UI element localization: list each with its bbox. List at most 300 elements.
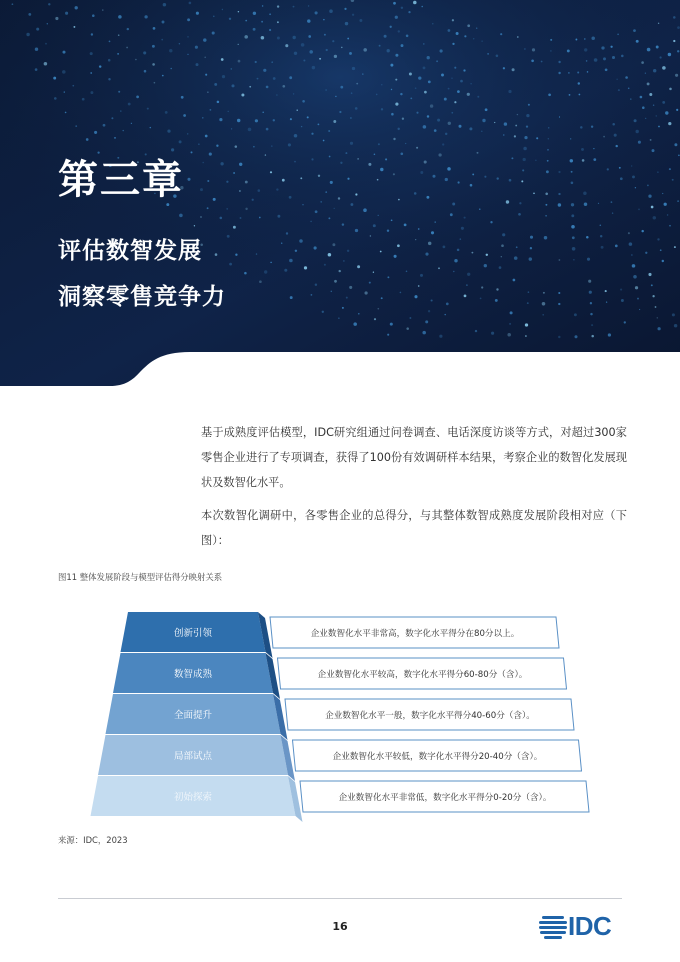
banner-dot xyxy=(282,85,285,88)
banner-dot xyxy=(502,233,505,236)
banner-dot xyxy=(423,67,426,70)
banner-dot xyxy=(629,242,633,246)
banner-dot xyxy=(400,292,402,294)
banner-dot xyxy=(239,163,242,166)
banner-dot xyxy=(545,215,547,217)
banner-dot xyxy=(444,98,447,101)
banner-dot xyxy=(294,134,298,138)
banner-dot xyxy=(150,127,151,128)
banner-dot xyxy=(381,84,382,85)
banner-dot xyxy=(647,48,651,52)
banner-dot xyxy=(231,128,232,129)
banner-dot xyxy=(328,253,332,257)
banner-dot xyxy=(219,118,222,121)
pyramid-description-text: 企业数智化水平一般，数字化水平得分40-60分（含）。 xyxy=(325,711,535,721)
banner-dot xyxy=(662,193,663,194)
banner-dot xyxy=(559,259,561,261)
banner-dot xyxy=(467,93,470,96)
banner-dot xyxy=(302,100,305,103)
banner-dot xyxy=(427,56,430,59)
banner-dot xyxy=(632,264,636,268)
banner-dot xyxy=(363,208,367,212)
banner-dot xyxy=(311,133,313,135)
banner-dot xyxy=(207,92,208,93)
banner-dot xyxy=(459,125,462,128)
banner-dot xyxy=(212,31,215,34)
banner-dot xyxy=(640,96,643,99)
banner-dot xyxy=(547,160,549,162)
banner-dot xyxy=(584,203,587,206)
banner-dot xyxy=(571,182,574,185)
banner-dot xyxy=(658,327,661,330)
banner-dot xyxy=(452,43,454,45)
banner-dot xyxy=(444,314,445,315)
banner-dot xyxy=(391,219,393,221)
banner-dot xyxy=(490,221,492,223)
banner-dot xyxy=(144,15,147,18)
banner-dot xyxy=(369,282,371,284)
banner-dot xyxy=(430,104,433,107)
banner-dot xyxy=(200,216,202,218)
banner-dot xyxy=(579,94,581,96)
banner-dot xyxy=(542,302,546,306)
banner-dot xyxy=(238,11,239,12)
banner-dot xyxy=(55,17,58,20)
banner-dot xyxy=(570,159,573,162)
banner-dot xyxy=(425,320,428,323)
banner-dot xyxy=(393,138,395,140)
banner-dot xyxy=(641,230,643,232)
banner-dot xyxy=(343,260,344,261)
banner-dot xyxy=(324,264,326,266)
banner-dot xyxy=(349,286,352,289)
banner-dot xyxy=(356,83,358,85)
banner-dot xyxy=(342,307,344,309)
banner-dot xyxy=(631,254,632,255)
banner-dot xyxy=(635,286,638,289)
banner-dot xyxy=(253,28,256,31)
banner-dot xyxy=(648,273,651,276)
banner-dot xyxy=(410,98,412,100)
banner-dot xyxy=(511,157,513,159)
banner-dot xyxy=(385,158,387,160)
banner-dot xyxy=(62,70,66,74)
banner-dot xyxy=(329,9,333,13)
banner-dot xyxy=(448,29,451,32)
banner-dot xyxy=(471,252,473,254)
banner-dot xyxy=(634,119,637,122)
banner-dot xyxy=(301,126,302,127)
banner-dot xyxy=(607,168,609,170)
banner-dot xyxy=(263,69,266,72)
banner-dot xyxy=(503,134,504,135)
banner-dot xyxy=(558,193,560,195)
banner-dot xyxy=(616,145,618,147)
banner-dot xyxy=(413,1,417,5)
banner-dot xyxy=(270,262,272,264)
banner-dot xyxy=(664,203,667,206)
banner-dot xyxy=(154,82,156,84)
banner-dot xyxy=(571,171,573,173)
banner-dot xyxy=(194,225,195,226)
banner-dot xyxy=(427,115,429,117)
banner-dot xyxy=(571,225,575,229)
banner-dot xyxy=(582,159,585,162)
banner-dot xyxy=(395,79,397,81)
banner-dot xyxy=(253,146,255,148)
banner-dot xyxy=(628,88,630,90)
banner-dot xyxy=(591,126,593,128)
banner-dot xyxy=(652,295,654,297)
banner-dot xyxy=(352,14,354,16)
banner-dot xyxy=(535,160,536,161)
banner-dot xyxy=(347,38,349,40)
pyramid-description-text: 企业数智化水平非常高，数字化水平得分在80分以上。 xyxy=(310,629,520,639)
banner-dot xyxy=(674,246,676,248)
banner-dot xyxy=(473,38,474,39)
banner-dot xyxy=(544,236,547,239)
banner-dot xyxy=(414,295,417,298)
banner-dot xyxy=(262,111,264,113)
banner-dot xyxy=(288,143,291,146)
pyramid-level-label: 创新引领 xyxy=(173,628,213,639)
banner-dot xyxy=(103,124,106,127)
banner-dot xyxy=(229,263,232,266)
banner-dot xyxy=(99,65,101,67)
banner-dot xyxy=(406,327,409,330)
banner-dot xyxy=(669,88,672,91)
banner-dot xyxy=(257,78,259,80)
banner-dot xyxy=(650,139,652,141)
banner-dot xyxy=(198,144,199,145)
banner-dot xyxy=(384,35,387,38)
banner-dot xyxy=(486,254,488,256)
banner-dot xyxy=(662,66,666,70)
banner-dot xyxy=(491,332,494,335)
banner-dot xyxy=(526,114,529,117)
banner-dot xyxy=(276,188,278,190)
banner-dot xyxy=(409,73,412,76)
banner-dot xyxy=(353,322,357,326)
banner-dot xyxy=(311,294,313,296)
banner-dot xyxy=(475,330,477,332)
banner-dot xyxy=(423,43,425,45)
banner-dot xyxy=(677,50,679,52)
chapter-title: 第三章 xyxy=(58,157,184,203)
banner-dot xyxy=(111,117,113,119)
banner-dot xyxy=(127,28,129,30)
banner-dot xyxy=(416,147,418,149)
banner-dot xyxy=(550,50,552,52)
banner-dot xyxy=(548,127,550,129)
banner-dot xyxy=(90,91,93,94)
banner-dot xyxy=(237,119,240,122)
banner-dot xyxy=(589,291,592,294)
banner-dot xyxy=(529,257,532,260)
banner-dot xyxy=(374,318,376,320)
banner-dot xyxy=(464,35,466,37)
banner-dot xyxy=(667,214,668,215)
banner-dot xyxy=(342,223,344,225)
banner-dot xyxy=(530,247,532,249)
banner-dot xyxy=(642,106,645,109)
banner-dot xyxy=(335,96,336,97)
banner-dot xyxy=(262,5,263,6)
banner-dot xyxy=(270,171,272,173)
banner-dot xyxy=(48,3,50,5)
banner-dot xyxy=(513,279,516,282)
banner-dot xyxy=(381,108,383,110)
banner-dot xyxy=(203,38,206,41)
banner-dot xyxy=(209,153,212,156)
banner-dot xyxy=(660,56,662,58)
banner-dot xyxy=(259,280,262,283)
banner-dot xyxy=(545,193,548,196)
banner-dot xyxy=(233,172,235,174)
banner-dot xyxy=(638,209,640,211)
banner-dot xyxy=(571,203,574,206)
banner-dot xyxy=(187,18,190,21)
banner-dot xyxy=(179,140,182,143)
banner-dot xyxy=(136,96,139,99)
banner-dot xyxy=(323,140,325,142)
banner-dot xyxy=(319,58,321,60)
banner-dot xyxy=(630,98,631,99)
banner-dot xyxy=(672,179,674,181)
banner-dot xyxy=(452,19,454,21)
banner-dot xyxy=(651,284,653,286)
banner-dot xyxy=(209,109,211,111)
banner-dot xyxy=(347,250,349,252)
banner-dot xyxy=(668,53,671,56)
banner-dot xyxy=(328,217,330,219)
banner-dot xyxy=(605,68,608,71)
banner-dot xyxy=(352,67,355,70)
banner-dot xyxy=(601,246,604,249)
banner-dot xyxy=(476,27,477,28)
banner-dot xyxy=(653,69,656,72)
banner-dot xyxy=(355,107,358,110)
banner-dot xyxy=(387,49,390,52)
banner-dot xyxy=(612,212,613,213)
banner-dot xyxy=(524,48,525,49)
banner-dot xyxy=(574,335,577,338)
banner-dot xyxy=(220,217,223,220)
banner-dot xyxy=(285,44,288,47)
banner-dot xyxy=(497,177,499,179)
banner-dot xyxy=(323,19,325,21)
banner-dot xyxy=(525,335,527,337)
banner-dot xyxy=(187,54,188,55)
banner-dot xyxy=(432,175,435,178)
banner-dot xyxy=(536,137,538,139)
banner-dot xyxy=(45,43,47,45)
banner-dot xyxy=(379,45,381,47)
banner-dot xyxy=(338,318,339,319)
banner-dot xyxy=(302,204,303,205)
banner-dot xyxy=(307,19,310,22)
banner-dot xyxy=(117,53,119,55)
banner-dot xyxy=(314,246,317,249)
banner-dot xyxy=(528,104,530,106)
banner-dot xyxy=(581,148,584,151)
banner-dot xyxy=(273,77,276,80)
banner-dot xyxy=(617,34,619,36)
banner-dot xyxy=(308,5,309,6)
banner-dot xyxy=(674,324,677,327)
banner-dot xyxy=(641,61,644,64)
banner-dot xyxy=(170,68,172,70)
banner-dot xyxy=(153,27,156,30)
banner-dot xyxy=(266,86,269,89)
banner-dot xyxy=(118,91,120,93)
banner-dot xyxy=(406,35,409,38)
banner-dot xyxy=(546,170,549,173)
footer-divider xyxy=(58,898,622,899)
banner-dot xyxy=(265,154,266,155)
banner-dot xyxy=(586,60,588,62)
banner-dot xyxy=(448,88,450,90)
banner-dot xyxy=(669,225,671,227)
banner-dot xyxy=(495,299,498,302)
banner-dot xyxy=(438,153,441,156)
banner-dot xyxy=(202,117,203,118)
banner-dot xyxy=(442,143,444,145)
banner-dot xyxy=(594,58,598,62)
banner-dot xyxy=(496,288,498,290)
banner-dot xyxy=(72,85,74,87)
banner-dot xyxy=(207,180,209,182)
banner-dot xyxy=(92,14,95,17)
banner-dot xyxy=(350,142,353,145)
banner-dot xyxy=(431,299,433,301)
banner-dot xyxy=(90,72,92,74)
banner-dot xyxy=(395,54,398,57)
banner-dot xyxy=(289,259,293,263)
banner-dot xyxy=(591,335,594,338)
banner-dot xyxy=(255,61,257,63)
banner-dot xyxy=(532,48,535,51)
banner-dot xyxy=(299,239,303,243)
banner-dot xyxy=(610,46,612,48)
banner-dot xyxy=(527,302,529,304)
banner-dot xyxy=(35,47,38,50)
banner-dot xyxy=(169,49,172,52)
figure-source: 来源：IDC，2023 xyxy=(58,835,128,845)
banner-dot xyxy=(44,62,48,66)
banner-dot xyxy=(53,77,56,80)
banner-dot xyxy=(600,235,602,237)
banner-dot xyxy=(428,310,430,312)
banner-dot xyxy=(340,162,342,164)
banner-dot xyxy=(390,26,392,28)
banner-dot xyxy=(162,21,165,24)
banner-dot xyxy=(655,306,657,308)
banner-dot xyxy=(522,169,524,171)
banner-dot xyxy=(307,116,309,118)
banner-dot xyxy=(461,227,464,230)
banner-dot xyxy=(64,91,65,92)
banner-dot xyxy=(339,270,341,272)
intro-paragraph: 基于成熟度评估模型，IDC研究组通过问卷调查、电话深度访谈等方式，对超过300家零售企业进行了专项调查，获得了100份有效调研样本结果，考察企业的数智化发展现状及数智化水平。 xyxy=(201,426,627,489)
banner-dot xyxy=(528,291,530,293)
banner-dot xyxy=(409,317,411,319)
banner-dot xyxy=(668,122,671,125)
banner-dot xyxy=(632,175,635,178)
banner-dot xyxy=(645,73,646,74)
banner-dot xyxy=(447,167,451,171)
pyramid-description-text: 企业数智化水平较低，数字化水平得分20-40分（含）。 xyxy=(332,752,543,762)
banner-dot xyxy=(255,119,258,122)
banner-dot xyxy=(615,245,618,248)
banner-dot xyxy=(514,256,518,260)
banner-dot xyxy=(603,57,606,60)
banner-dot xyxy=(120,110,121,111)
banner-dot xyxy=(631,165,632,166)
banner-dot xyxy=(675,74,678,77)
banner-dot xyxy=(415,239,416,240)
pyramid-description-text: 企业数智化水平较高，数字化水平得分60-80分（含）。 xyxy=(317,670,528,680)
banner-dot xyxy=(516,246,518,248)
banner-dot xyxy=(123,130,124,131)
banner-dot xyxy=(187,178,190,181)
banner-dot xyxy=(416,112,418,114)
banner-dot xyxy=(135,59,137,61)
banner-dot xyxy=(570,138,571,139)
banner-dot xyxy=(377,179,379,181)
banner-dot xyxy=(457,90,460,93)
banner-dot xyxy=(357,265,360,268)
banner-dot xyxy=(600,225,602,227)
banner-dot xyxy=(179,43,180,44)
banner-dot xyxy=(325,191,327,193)
banner-dot xyxy=(658,23,659,24)
banner-dot xyxy=(309,50,313,54)
banner-dot xyxy=(312,66,315,69)
banner-dot xyxy=(94,131,97,134)
banner-dot xyxy=(569,94,571,96)
banner-dot xyxy=(373,224,376,227)
banner-dot xyxy=(349,52,352,55)
banner-dot xyxy=(477,96,479,98)
banner-dot xyxy=(205,74,207,76)
banner-dot xyxy=(612,56,615,59)
banner-dot xyxy=(406,271,408,273)
banner-dot xyxy=(559,116,560,117)
banner-dot xyxy=(414,192,417,195)
banner-dot xyxy=(351,92,353,94)
banner-dot xyxy=(657,317,658,318)
banner-dot xyxy=(401,44,404,47)
banner-dot xyxy=(422,331,426,335)
banner-dot xyxy=(426,196,429,199)
banner-dot xyxy=(202,162,204,164)
banner-dot xyxy=(678,154,680,156)
banner-dot xyxy=(163,3,166,6)
banner-dot xyxy=(315,284,317,286)
banner-dot xyxy=(357,158,359,160)
banner-dot xyxy=(238,44,239,45)
banner-dot xyxy=(558,303,560,305)
banner-dot xyxy=(230,68,232,70)
banner-dot xyxy=(227,235,230,238)
banner-dot xyxy=(481,286,483,288)
banner-dot xyxy=(440,49,443,52)
banner-dot xyxy=(378,215,379,216)
banner-dot xyxy=(391,89,392,90)
banner-dot xyxy=(241,93,244,96)
banner-dot xyxy=(415,87,417,89)
